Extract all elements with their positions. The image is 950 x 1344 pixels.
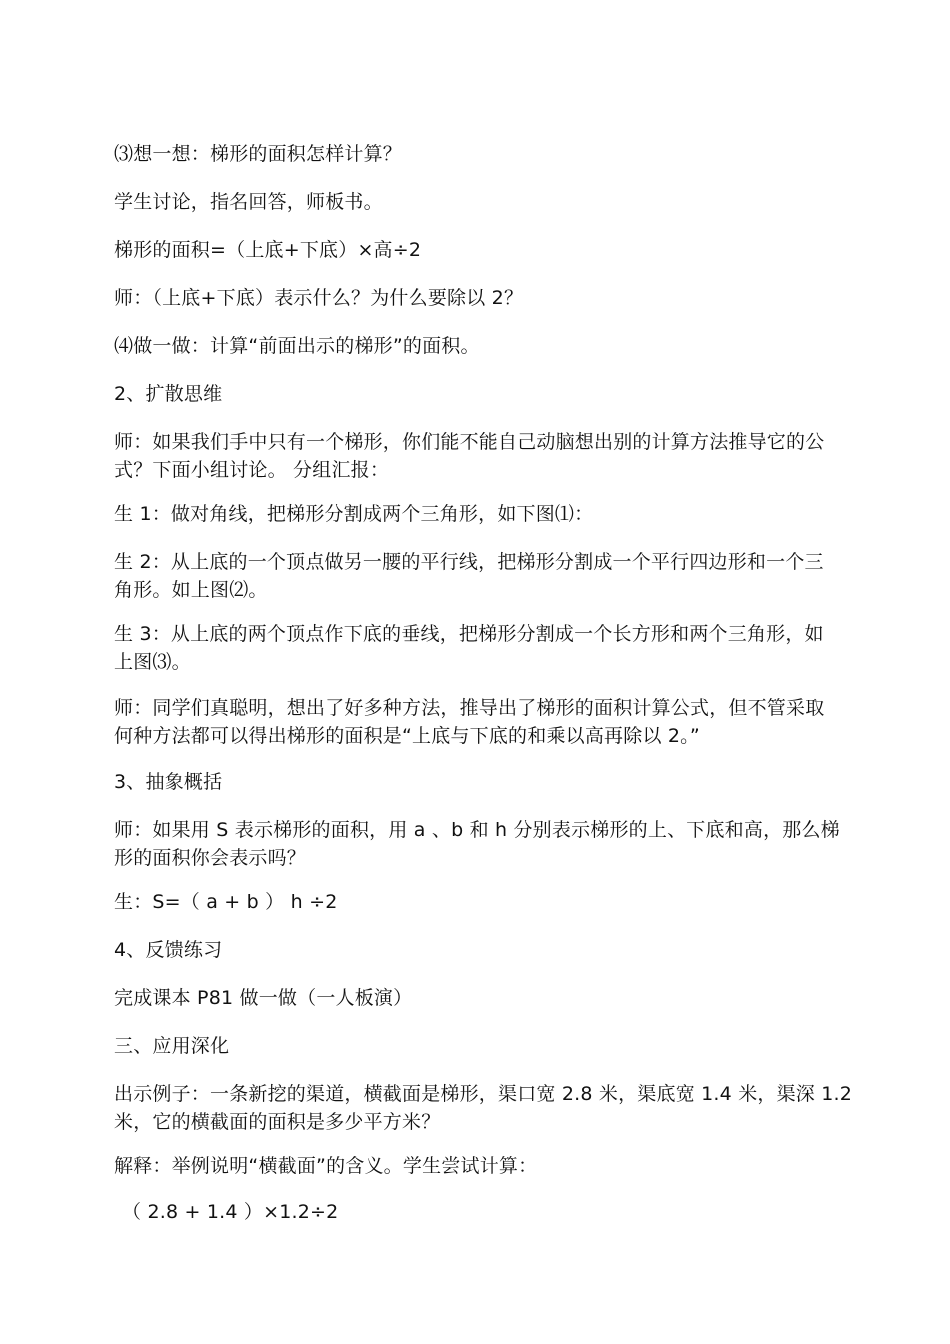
paragraph-teacher-symbols xyxy=(114,816,838,872)
text-line: 师：（上底+下底）表示什么？为什么要除以 2？ xyxy=(114,287,524,309)
paragraph-calculation xyxy=(122,1198,846,1226)
text-line: 生 3：从上底的两个顶点作下底的垂线，把梯形分割成一个长方形和两个三角形，如 xyxy=(114,623,824,645)
text-line: 角形。如上图⑵。 xyxy=(114,579,268,601)
text-line: （ 2.8 + 1.4 ）×1.2÷2 xyxy=(122,1201,339,1223)
paragraph-student-2 xyxy=(114,548,838,604)
paragraph-think-question xyxy=(114,140,838,168)
text-line: 米，它的横截面的面积是多少平方米？ xyxy=(114,1111,441,1133)
text-line: 梯形的面积=（上底+下底）×高÷2 xyxy=(114,239,422,261)
paragraph-textbook-exercise xyxy=(114,984,838,1012)
paragraph-do-exercise xyxy=(114,332,838,360)
text-line: 解释：举例说明“横截面”的含义。学生尝试计算： xyxy=(114,1155,538,1177)
paragraph-area-formula xyxy=(114,236,838,264)
paragraph-teacher-summary xyxy=(114,694,838,750)
paragraph-teacher-question xyxy=(114,284,838,312)
text-line: 师：如果我们手中只有一个梯形，你们能不能自己动脑想出别的计算方法推导它的公 xyxy=(114,431,825,453)
text-line: 师：如果用 S 表示梯形的面积，用 a 、b 和 h 分别表示梯形的上、下底和高，那么梯 xyxy=(114,819,840,841)
paragraph-example-problem xyxy=(114,1080,853,1136)
text-line: 式？下面小组讨论。 分组汇报： xyxy=(114,459,390,481)
text-line: 出示例子：一条新挖的渠道，横截面是梯形，渠口宽 2.8 米，渠底宽 1.4 米，渠深 1.2 xyxy=(114,1083,853,1105)
text-line: 4、反馈练习 xyxy=(114,939,223,961)
section-heading-abstraction xyxy=(114,768,838,796)
text-line: 形的面积你会表示吗？ xyxy=(114,847,307,869)
text-line: 三、应用深化 xyxy=(114,1035,230,1057)
text-line: 完成课本 P81 做一做（一人板演） xyxy=(114,987,413,1009)
paragraph-student-formula xyxy=(114,888,838,916)
section-heading-divergent-thinking xyxy=(114,380,838,408)
text-line: 3、抽象概括 xyxy=(114,771,223,793)
paragraph-student-3 xyxy=(114,620,838,676)
section-heading-application xyxy=(114,1032,838,1060)
paragraph-student-1 xyxy=(114,500,838,528)
text-line: 2、扩散思维 xyxy=(114,383,223,405)
text-line: 学生讨论，指名回答，师板书。 xyxy=(114,191,383,213)
text-line: ⑶想一想：梯形的面积怎样计算？ xyxy=(114,143,403,165)
text-line: 上图⑶。 xyxy=(114,651,191,673)
text-line: 生 2：从上底的一个顶点做另一腰的平行线，把梯形分割成一个平行四边形和一个三 xyxy=(114,551,824,573)
paragraph-teacher-prompt xyxy=(114,428,838,484)
section-heading-feedback xyxy=(114,936,838,964)
text-line: ⑷做一做：计算“前面出示的梯形”的面积。 xyxy=(114,335,480,357)
paragraph-explanation xyxy=(114,1152,838,1180)
paragraph-discussion xyxy=(114,188,838,216)
text-line: 何种方法都可以得出梯形的面积是“上底与下底的和乘以高再除以 2。” xyxy=(114,725,700,747)
text-line: 师：同学们真聪明，想出了好多种方法，推导出了梯形的面积计算公式，但不管采取 xyxy=(114,697,825,719)
text-line: 生 1：做对角线，把梯形分割成两个三角形，如下图⑴： xyxy=(114,503,594,525)
text-line: 生：S=（ a + b ） h ÷2 xyxy=(114,891,338,913)
